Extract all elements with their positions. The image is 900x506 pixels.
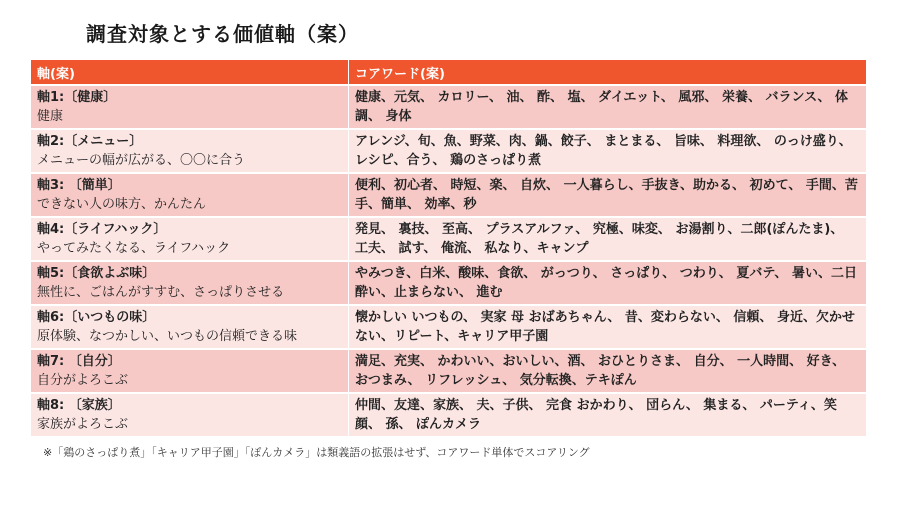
axis-description: 健康 <box>37 109 64 124</box>
table-row <box>31 349 867 393</box>
footnote: ※「鶏のさっぱり煮」「キャリア甲子園」「ぽんカメラ」は類義語の拡張はせず、コアワード単体でスコアリング <box>43 446 590 459</box>
axis-description: やってみたくなる、ライフハック <box>37 241 231 256</box>
axis-name: 軸6:〔いつもの味〕 <box>37 310 156 325</box>
axis-description: 原体験、なつかしい、いつもの信頼できる味 <box>37 329 298 344</box>
table-header-row <box>31 60 867 85</box>
table-row <box>31 129 867 173</box>
core-words-cell <box>349 85 867 129</box>
axis-cell <box>31 217 349 261</box>
core-words-cell <box>349 349 867 393</box>
axis-cell <box>31 349 349 393</box>
axis-name: 軸7: 〔自分〕 <box>37 354 121 369</box>
core-words-cell <box>349 173 867 217</box>
core-words-cell <box>349 217 867 261</box>
core-words: 発見、 裏技、 至高、 プラスアルファ、 究極、味変、 お湯割り、二郎(ぽんたま)、 工夫、 試す、 俺流、 私なり、キャンプ <box>355 222 844 256</box>
core-words: アレンジ、旬、魚、野菜、肉、鍋、餃子、 まとまる、 旨味、 料理欲、 のっけ盛り、レシピ、合う、 鶏のさっぱり煮 <box>355 134 852 168</box>
axis-name: 軸5:〔食欲よぶ味〕 <box>37 266 156 281</box>
page-title: 調査対象とする価値軸（案） <box>86 22 359 46</box>
axis-description: 自分がよろこぶ <box>37 373 129 388</box>
core-words-cell <box>349 305 867 349</box>
header-core-words: コアワード(案) <box>349 60 867 85</box>
axis-cell <box>31 393 349 436</box>
axis-cell <box>31 129 349 173</box>
table-row <box>31 393 867 436</box>
core-words-cell <box>349 393 867 436</box>
axis-cell <box>31 261 349 305</box>
axis-cell <box>31 85 349 129</box>
axis-name: 軸3: 〔簡単〕 <box>37 178 121 193</box>
axis-description: メニューの幅が広がる、〇〇に合う <box>37 153 246 168</box>
core-words-cell <box>349 261 867 305</box>
value-axis-table <box>31 60 867 436</box>
axis-description: 家族がよろこぶ <box>37 417 129 432</box>
axis-description: できない人の味方、かんたん <box>37 197 207 212</box>
axis-cell <box>31 173 349 217</box>
core-words: 仲間、友達、家族、 夫、子供、 完食 おかわり、 団らん、 集まる、 パーティ、笑顔、 孫、 ぽんカメラ <box>355 398 837 432</box>
core-words-cell <box>349 129 867 173</box>
table-row <box>31 173 867 217</box>
axis-description: 無性に、ごはんがすすむ、さっぱりさせる <box>37 285 285 300</box>
core-words: やみつき、白米、酸味、食欲、 がっつり、 さっぱり、 つわり、 夏バテ、 暑い、二日酔い、止まらない、 進む <box>355 266 857 300</box>
axis-name: 軸8: 〔家族〕 <box>37 398 121 413</box>
core-words: 懐かしい いつもの、 実家 母 おばあちゃん、 昔、変わらない、 信頼、 身近、欠かせない、リピート、キャリア甲子園 <box>355 310 855 344</box>
axis-name: 軸2:〔メニュー〕 <box>37 134 143 149</box>
axis-name: 軸1:〔健康〕 <box>37 90 117 105</box>
table-row <box>31 305 867 349</box>
core-words: 便利、初心者、 時短、楽、 自炊、 一人暮らし、手抜き、助かる、 初めて、 手間、苦手、簡単、 効率、秒 <box>355 178 858 212</box>
table-row <box>31 85 867 129</box>
table-row <box>31 261 867 305</box>
table-row <box>31 217 867 261</box>
axis-cell <box>31 305 349 349</box>
table-body <box>31 85 867 436</box>
core-words: 健康、元気、 カロリー、 油、 酢、 塩、 ダイエット、 風邪、 栄養、 バランス、 体調、 身体 <box>355 90 849 124</box>
core-words: 満足、充実、 かわいい、おいしい、酒、 おひとりさま、 自分、 一人時間、 好き、 おつまみ、 リフレッシュ、 気分転換、テキぽん <box>355 354 846 388</box>
axis-name: 軸4:〔ライフハック〕 <box>37 222 167 237</box>
header-axis: 軸(案) <box>31 60 349 85</box>
